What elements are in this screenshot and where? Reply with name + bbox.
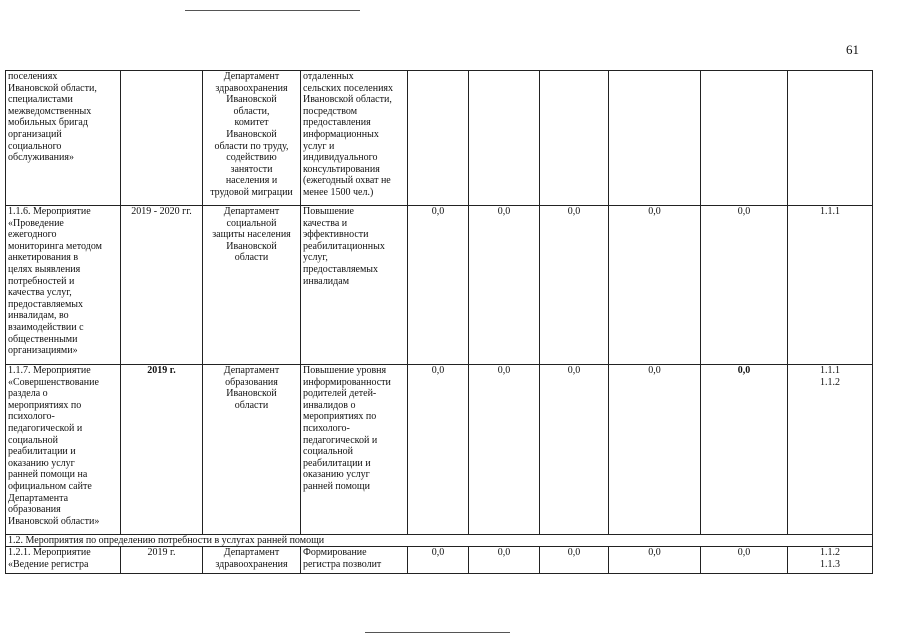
funding-value-cell <box>408 71 469 206</box>
executor-cell: Департамент здравоохранения <box>203 547 301 574</box>
funding-value-cell <box>540 71 609 206</box>
funding-value-cell: 0,0 <box>609 206 701 365</box>
indicator-code-cell <box>788 71 873 206</box>
expected-result-cell: отдаленных сельских поселениях Ивановской области, посредством предоставления информационных услуг и индивидуального консультирования (ежегодный охват не менее 1500 чел.) <box>301 71 408 206</box>
expected-result-cell: Повышение качества и эффективности реабилитационных услуг, предоставляемых инвалидам <box>301 206 408 365</box>
measures-table <box>5 70 873 574</box>
measure-name-cell: поселениях Ивановской области, специалистами межведомственных мобильных бригад организаций социального обслуживания» <box>6 71 121 206</box>
funding-value-cell: 0,0 <box>540 547 609 574</box>
funding-value-cell: 0,0 <box>609 365 701 535</box>
period-cell: 2019 г. <box>121 365 203 535</box>
funding-value-cell: 0,0 <box>701 365 788 535</box>
funding-value-cell: 0,0 <box>469 365 540 535</box>
funding-value-cell: 0,0 <box>469 547 540 574</box>
table-row <box>6 547 873 574</box>
expected-result-cell: Формирование регистра позволит <box>301 547 408 574</box>
funding-value-cell: 0,0 <box>469 206 540 365</box>
period-cell: 2019 г. <box>121 547 203 574</box>
footer-rule <box>365 632 510 633</box>
header-rule <box>185 10 360 11</box>
funding-value-cell <box>609 71 701 206</box>
funding-value-cell: 0,0 <box>609 547 701 574</box>
funding-value-cell: 0,0 <box>701 206 788 365</box>
measure-name-cell: 1.1.6. Мероприятие «Проведение ежегодного мониторинга методом анкетирования в целях выявления потребностей и качества услуг, предоставляемых инвалидам, во взаимодействии с общественными организациями» <box>6 206 121 365</box>
funding-value-cell: 0,0 <box>408 365 469 535</box>
funding-value-cell <box>701 71 788 206</box>
funding-value-cell: 0,0 <box>540 365 609 535</box>
funding-value-cell: 0,0 <box>701 547 788 574</box>
executor-cell: Департамент здравоохранения Ивановской области, комитет Ивановской области по труду, содействию занятости населения и трудовой миграции <box>203 71 301 206</box>
page-number: 61 <box>846 42 859 57</box>
period-cell: 2019 - 2020 гг. <box>121 206 203 365</box>
executor-cell: Департамент социальной защиты населения Ивановской области <box>203 206 301 365</box>
indicator-code-cell: 1.1.1 1.1.2 <box>788 365 873 535</box>
expected-result-cell: Повышение уровня информированности родителей детей- инвалидов о мероприятиях по психолого- педагогической и социальной реабилитации и оказанию услуг ранней помощи <box>301 365 408 535</box>
executor-cell: Департамент образования Ивановской области <box>203 365 301 535</box>
period-cell <box>121 71 203 206</box>
table-row <box>6 365 873 535</box>
indicator-code-cell: 1.1.1 <box>788 206 873 365</box>
funding-value-cell: 0,0 <box>540 206 609 365</box>
funding-value-cell: 0,0 <box>408 547 469 574</box>
measure-name-cell: 1.1.7. Мероприятие «Совершенствование раздела о мероприятиях по психолого- педагогической и социальной реабилитации и оказанию услуг ранней помощи на официальном сайте Департамента образования Ивановской области» <box>6 365 121 535</box>
funding-value-cell <box>469 71 540 206</box>
indicator-code-cell: 1.1.2 1.1.3 <box>788 547 873 574</box>
funding-value-cell: 0,0 <box>408 206 469 365</box>
table-row <box>6 206 873 365</box>
measure-name-cell: 1.2.1. Мероприятие «Ведение регистра <box>6 547 121 574</box>
table-row <box>6 71 873 206</box>
section-header: 1.2. Мероприятия по определению потребности в услугах ранней помощи <box>6 535 873 547</box>
